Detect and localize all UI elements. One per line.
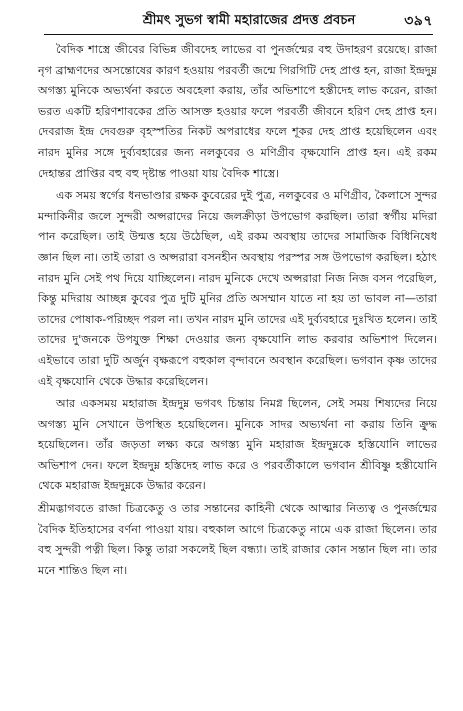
header-title: শ্রীমৎ সুভগ স্বামী মহারাজের প্রদত্ত প্রবচন — [142, 12, 356, 28]
paragraph-indradyumna: আর একসময় মহারাজ ইন্দ্রদুম্ন ভগবৎ চিন্তায় নিমগ্ন ছিলেন, সেই সময় শিষ্যদের নিয়ে অগস্ত্য মুনি সেখানে উপস্থিত হয়েছিলেন। মুনিকে সাদর অভ্যর্থনা না করায় তিনি ক্রুদ্ধ হয়েছিলেন। তাঁর জড়তা লক্ষ্য করে অগস্ত্য মুনি মহারাজ ইন্দ্রদুম্নকে হস্তিযোনি লাভের অভিশাপ দেন। ফলে ইন্দ্রদুম্ন হস্তিদেহ লাভ করে ও পরবর্তীকালে ভগবান শ্রীবিষ্ণু হস্তীযোনি থেকে মহারাজ ইন্দ্রদুম্নকে উদ্ধার করেন। — [38, 397, 437, 493]
running-header — [44, 8, 433, 34]
paragraph-nalakuvera-manigriva: এক সময় স্বর্গের ধনভাণ্ডার রক্ষক কুবেরের দুই পুত্র, নলকুবের ও মণিগ্রীব, কৈলাসে সুন্দর মন্দাকিনীর জলে সুন্দরী অপ্সরাদের নিয়ে জলক্রীড়া উপভোগ করছিল। তারা স্বর্গীয় মদিরা পান করেছিল। তাই উন্মত্ত হয়ে উঠেছিল, এই রকম অবস্থায় তাদের সামাজিক বিধিনিষেধ জ্ঞান ছিল না। তাই তারা ও অপ্সরারা বসনহীন অবস্থায় পরস্পর সঙ্গ উপভোগ করছিল। হঠাৎ নারদ মুনি সেই পথ দিয়ে যাচ্ছিলেন। নারদ মুনিকে দেখে অপ্সরারা নিজ নিজ বসন পরেছিল, কিন্তু মদিরায় আচ্ছন্ন কুবের পুত্র দুটি মুনির প্রতি অসম্মান যাতে না হয় তা ভাবল না—তারা তাদের পোষাক-পরিচ্ছদ পরল না। তখন নারদ মুনি তাদের এই দুর্ব্যবহারে দুঃখিত হলেন। তাই তাদের দু'জনকে উপযুক্ত শিক্ষা দেওয়ার জন্য বৃক্ষযোনি লাভ করবার অভিশাপ দিলেন। এইভাবে তারা দুটি অর্জুন বৃক্ষরূপে বহুকাল বৃন্দাবনে অবস্থান করেছিল। ভগবান কৃষ্ণ তাদের এই বৃক্ষযোনি থেকে উদ্ধার করেছিলেন। — [38, 189, 437, 388]
header-rule — [44, 34, 433, 35]
page-number: ৩৯৭ — [404, 13, 433, 29]
paragraph-rebirth-examples: বৈদিক শাস্ত্রে জীবের বিভিন্ন জীবদেহ লাভের বা পুনর্জন্মের বহু উদাহরণ রয়েছে। রাজা নৃগ ব্রাহ্মণদের অসন্তোষের কারণ হওয়ায় পরবর্তী জন্মে গিরগিটি দেহ প্রাপ্ত হন, রাজা ইন্দ্রদুম্ন অগস্ত্য মুনিকে অভ্যর্থনা করতে অবহেলা করায়, তাঁর অভিশাপে হস্তীদেহ লাভ করেন, রাজা ভরত একটি হরিণশাবকের প্রতি আসক্ত হওয়ার ফলে পরবর্তী জীবনে হরিণ দেহ প্রাপ্ত হন। দেবরাজ ইন্দ্র দেবগুরু বৃহস্পতির নিকট অপরাধের ফলে শূকর দেহ প্রাপ্ত হয়েছিলেন এবং নারদ মুনির সঙ্গে দুর্ব্যবহারের জন্য নলকুবের ও মণিগ্রীব বৃক্ষযোনি প্রাপ্ত হন। এই রকম দেহান্তর প্রাপ্তির বহু বহু দৃষ্টান্ত পাওয়া যায় বৈদিক শাস্ত্রে। — [38, 43, 437, 180]
body-text — [38, 40, 437, 583]
paragraph-chitraketu: শ্রীমদ্ভাগবতে রাজা চিত্রকেতু ও তার সন্তানের কাহিনী থেকে আত্মার নিত্যত্ব ও পুনর্জন্মের বৈদিক ইতিহাসের বর্ণনা পাওয়া যায়। বহুকাল আগে চিত্রকেতু নামে এক রাজা ছিলেন। তার বহু সুন্দরী পত্নী ছিল। কিন্তু তারা সকলেই ছিল বন্ধ্যা। তাই রাজার কোন সন্তান ছিল না। তার মনে শান্তিও ছিল না। — [38, 502, 437, 577]
